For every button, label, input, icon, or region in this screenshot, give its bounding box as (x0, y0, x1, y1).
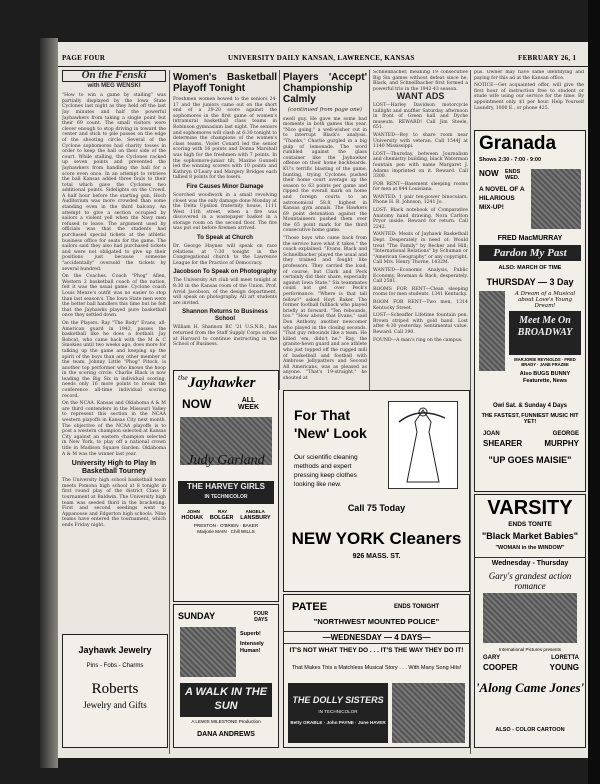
film-title: THE DOLLY SISTERS (292, 695, 384, 705)
ad-text: NOW (479, 169, 499, 178)
ad-text: IN TECHNICOLOR (204, 494, 248, 500)
cast-names: PRESTON · O'BRIEN · BAKER (193, 523, 259, 528)
film-title: THE HARVEY GIRLS (187, 482, 265, 491)
want-ad-item: LOST: Black notebook of Comparative Anatomy hand drawing. Nora Carlton Pryor inside. Reward for return. Call 2242. (373, 208, 468, 230)
cast-name: LANSBURY (240, 515, 271, 521)
want-ad-item: LOST—Scheaffer Lifetime fountain pen. Brown striped with gold band. Lost after 4:30 yesterday. Sentimental value. Reward. Call 390. (373, 313, 468, 335)
theater-name: PATEE (292, 601, 328, 613)
ad-text: ENDS (505, 169, 521, 175)
headline: To Speak at Church (197, 235, 253, 242)
ad-headline: 'New' Look (294, 425, 367, 441)
star-photo (479, 291, 505, 371)
want-ad-item: WANTED—Economic Analysis, Public Economy, Bowman & Bach, desperately. Call 2581. (373, 268, 468, 285)
cast-names: MARJORIE REYNOLDS · FRED BRADY · JANE FRAZEE (514, 357, 576, 367)
ad-text: Shows 2:30 - 7:00 - 9:00 (479, 157, 542, 163)
ad-text: Intensely Human! (240, 641, 264, 654)
film-title: Meet Me On BROADWAY (509, 311, 581, 355)
ad-granada-theater (474, 130, 586, 492)
star-name: DANA ANDREWS (197, 731, 255, 738)
film-title: A WALK IN THE SUN (180, 683, 272, 717)
cast-name: ANGELA (245, 509, 265, 514)
ad-text: the (178, 375, 188, 382)
want-ad-item: LOST—Thursday, between Journalism and chemistry building, black Waterman fountain pen with name Margaret J. Adams imprinted on it. Reward. Call 3300. (373, 151, 468, 180)
star-photo (180, 627, 236, 677)
byline-author: MEG WENSKI (101, 82, 141, 89)
page-date: FEBRUARY 26, 1 (518, 54, 577, 62)
newspaper-page (58, 42, 588, 758)
headline: Jacobson To Speak on Photography (173, 269, 277, 276)
want-ad-item: WANTED: 1 pair ten-power binoculars. Phone H. B. Johnson, 1241 Jo. (373, 194, 468, 206)
ad-text: Wednesday - Thursday (475, 557, 585, 567)
article-text: Dr. George Haynes will speak on race relations at 7:30 tonight in the Congregational church to the Lawrence League for the Practice of Democracy. (173, 244, 277, 266)
article-text: "How to win a game by stalling" was partially displayed by the Iowa State Cyclones last night as they held off the last Jay minutes and half the powerful Jayhawkers from taking a single point but their 69 count. The small visitors were clever enough to stop driving in toward the center and stick to pile passes on the edge of the shooting circle. Several of the Cyclone sophomores had charity tosses in order to keep the ball on their side of the court. While stalling, the Cyclones racked up seven points and prevented the Jayhawkers from handling the ball for a score even once. In an attempt to retrieve the ball Kansas added three fouls to their total which gave the Cyclones two additional points. Sidelights on the Crowd. A half hour before the starting gun, Hoch Auditorium was more crowded than some standing even in the third balcony. An attempt to give a section occupied by sailors a violent yell when the Navy men refused to leave. The argument used by officials was that the students had purchased special tickets at the athletic business office for seats for the game. The sailors said they also had purchased tickets and were not obligated to give up their positions just because someone "accidentally" oversold the tickets by several hundred. (62, 93, 166, 272)
star-photo (483, 593, 577, 643)
cast-name: SHEARER (483, 439, 523, 448)
cast-names: Betty GRABLE · John PAYNE · June HAVER (290, 720, 386, 725)
film-title: "Black Market Babies" (481, 531, 579, 541)
want-ad-item: ROOMS FOR RENT—Clean sleeping rooms for men students. 1341 Kentucky. (373, 286, 468, 298)
ad-text: That Makes This a Matchless Musical Story . . . With Many Song Hits! (291, 665, 462, 671)
headline: Women's Basketball Playoff Tonight (173, 72, 277, 94)
column-sports (62, 70, 166, 630)
ad-text: Owl Sat. & Sunday 4 Days (492, 403, 568, 409)
film-title: "NORTHWEST MOUNTED POLICE" (313, 617, 440, 626)
business-address: 926 MASS. ST. (352, 553, 401, 560)
cast-name: JOHN (187, 509, 200, 514)
ad-text: FOUR DAYS (253, 611, 269, 623)
article-text: Scorched woodwork in a small revolving closet was the only damage done Monday at the Delta Upsilon fraternity house, 1111 West 11th street, when a fire was discovered in a wastepaper basket in a storage room on the second floor. The fire was put out before firemen arrived. (173, 192, 277, 232)
want-ad-item: ROOM FOR RENT—Two men, 1314 Kentucky Street. (373, 299, 468, 311)
ad-text: A LEWIS MILESTONE Production (191, 719, 261, 724)
ad-text: Jewelry and Gifts (83, 700, 147, 710)
headline: Fire Causes Minor Damage (186, 183, 264, 190)
cast-name: HODIAK (181, 515, 204, 521)
ad-text: —WEDNESDAY — 4 DAYS— (284, 631, 469, 644)
ad-text: International Pictures presents (498, 647, 562, 652)
cast-name: YOUNG (549, 663, 579, 672)
column-news (173, 70, 277, 358)
ad-varsity-theater (474, 494, 586, 748)
ad-text: ENDS TONIGHT (394, 604, 440, 610)
want-ad-item: FOR RENT—Basement sleeping rooms for men at 844 Louisiana. (373, 181, 468, 193)
article-text: On the Players. Ray "The Body" Evans, all-American guard in 1942, passes the basketball like he does a football. Jay Bobcat, who came back with the M & C Smokies until two weeks ago, does more for talking up the game and keeping up the spirit of the boys than any other member of the team. Johnny Little "Phog" Pitock, is another top performer who knows the hoop in the scoring circle. Charlie Black is now leading the Big Six in individual scoring, needs only 16 more points to break the conference all-time individual scoring record. (62, 320, 166, 399)
want-ad-item: FOUND—A man's ring on the campus. (373, 337, 463, 343)
cast-name: RAY (218, 509, 228, 514)
film-title: Pardon My Past (479, 245, 581, 261)
article-text: Schnellbacher, meaning 19 consecutive Big Six games without defeat since he, Black, and Schnellbacher first formed a powerful trio in the 1942-43 season. (373, 70, 468, 92)
ad-text: A NOVEL OF A HILARIOUS MIX-UP! (479, 186, 525, 211)
ad-text: NOW (182, 397, 212, 411)
ad-headline: For That (294, 407, 350, 423)
page-number: PAGE FOUR (62, 54, 106, 62)
theater-name: Jayhawker (188, 375, 256, 391)
film-title: "WOMAN in the WINDOW" (495, 545, 565, 551)
film-banner (288, 683, 388, 743)
ad-text: Our scientific cleaning methods and expert pressing keep clothes looking like new. (294, 454, 358, 488)
theater-name: Granada (479, 133, 557, 154)
headline: Players 'Accept' Championship Calmly (283, 72, 367, 105)
column-classified-cont (474, 70, 584, 130)
ad-text: ALSO - COLOR CARTOON (495, 727, 565, 733)
cast-name: LORETTA (551, 655, 579, 661)
ad-text: Gary's grandest action romance (488, 571, 572, 591)
ad-text: ALL (241, 397, 256, 404)
ad-text: WEEK (238, 404, 259, 411)
ad-new-york-cleaners (283, 390, 470, 592)
ad-text: Superb! (240, 631, 261, 637)
byline-with: with (87, 82, 100, 89)
ad-text: THE FASTEST, FUNNIEST MUSIC HIT YET! (481, 413, 579, 425)
article-text: The University Art club will meet tonight at 8:30 in the Kansas room of the Union. Prof. Arvid Jacobson, of the design department, will speak on photography. All art students are invited. (173, 278, 277, 306)
page-fold-shadow (40, 38, 58, 768)
headline: University High to Play In Basketball Tourney (71, 460, 157, 476)
ad-title: Jayhawk Jewelry (78, 645, 152, 655)
column-head: On the Fenski (62, 70, 166, 82)
film-title: 'Along Came Jones' (475, 680, 585, 695)
business-name: NEW YORK Cleaners (291, 529, 462, 548)
ad-roberts-jewelry (62, 634, 168, 748)
column-rule (169, 70, 170, 754)
star-photo (392, 683, 465, 743)
cast-name: COOPER (483, 663, 518, 672)
headline: Shannon Returns to Business School (182, 309, 268, 323)
want-ads-title: WANT ADS (396, 91, 445, 102)
article-text: Freshmen women bowed to the seniors 24-17 and the juniors came out on the short end of a 29-20 score against the sophomores in the first game of women's intramural basketball class teams in Robinson gymnasium last night. The seniors and sophomores will clash at 6:30 tonight to determine the champions of the women's class teams. Violet Conard led the senior scoring with 16 points and Donna Marshall was high for the freshmen with 7 points. In the sophomore-junior tilt, Maxine Gunnell led the winning scorers with 10 points and Kathryn O'Leary and Margery Bridges each tallied 8 points for the losers. (173, 97, 277, 181)
article-text: "Those boys who came back from the service have what it takes," the coach explained. "Evans, Black and Schnellbacher played the usual and they trained and fought like professors. They carried the load, of course, but Clark and Peck certainly did their share, especially against Iowa State." Six teammates could not get over Peck's performance. "Where is that tall fellow?" asked Hoyt Baker. The former football fullback who played briefly at forward. "Ten rebounds, too." "How about that Evans," said Don Anthony, another newcomer who played in the closing seconds. "That guy rebounds like a team. He killed 'em, didn't he." Ray, the granite-hewn guard and ace athlete who just topped off the rugged mill of basketball and football with Ambrose Jellypatters and Second All Americans, was as pleased as anyone. "That's 19-straight," he shouted at (283, 236, 367, 381)
cast-name: GARY (483, 655, 501, 661)
cast-names: Marjorie MAIN · Chill WILLS (197, 529, 255, 534)
cast-name: BOLGER (209, 515, 234, 521)
column-rule (279, 70, 280, 390)
ad-text: Pins - Fobs - Charms (86, 663, 144, 669)
column-want-ads (373, 70, 468, 388)
star-name: Judy Garland (187, 453, 265, 468)
ad-text: THURSDAY — 3 Day (486, 277, 574, 287)
ad-text: ALSO: MARCH OF TIME (498, 265, 562, 271)
star-photo (531, 169, 581, 229)
theater-name: VARSITY (487, 497, 573, 519)
article-text: On the NCAA. Kansas and Oklahoma A & M are third contenders in the Missouri Valley to represent this section in the NCAA western playoffs in Kansas City next month. The objective of the NCAA playoffs is to post a western champion selected at Kansas City against an eastern champion selected in New York, to play off a national crown title in Madison Square Garden. Oklahoma A & M was the winner last year. (62, 401, 166, 457)
ad-jayhawker-theater (173, 370, 279, 602)
scan-border (588, 0, 600, 784)
page-header (58, 48, 588, 67)
article-text: William H. Shannon BC '21 U.S.N.R., has returned from the Staff Supply Corps school at Harvard to continue instructing in the School of Business. (173, 325, 277, 348)
ad-text: Call 75 Today (347, 503, 406, 513)
ad-walk-in-the-sun (173, 604, 279, 748)
ad-text: SUNDAY (178, 611, 216, 621)
want-ad-item: WANTED—Boy to share room near University with veteran. Call 1544J at 1140 Mississippi. (373, 132, 468, 150)
article-text: On the Coaches. Coach "Phog" Allen, Western 2 basketball coach of the nation, felt it was the usual game. Cyclone coach Louis Menze's outfit was no easier to stop than last season's. The Iowa State men were the better ball handlers this time but he felt that the Jayhawks played pure basketball once they settled down. (62, 274, 166, 319)
column-rule (470, 70, 471, 754)
ad-text: A Dream of a Musical about Love's Young Dream! (514, 291, 576, 309)
cast-name: GEORGE (552, 431, 579, 437)
article-text: pus. Owner may have same identifying and paying for this ad at the Kansan office. (474, 70, 584, 81)
ad-text: IT'S NOT WHAT THEY DO . . . IT'S THE WAY THEY DO IT! (289, 647, 464, 654)
continued-note: (continued from page one) (287, 107, 363, 113)
ad-text: WED. (505, 175, 520, 181)
dress-illustration (388, 401, 458, 489)
film-title: "UP GOES MAISIE" (488, 455, 572, 465)
ad-name: Roberts (91, 681, 139, 697)
article-text: swell guy. He gave me some bad moments in both games this year. "Nice going," a well-wisher cut in to interrupt Black's analysis. "Thanks," Charlie gurgled in a big gulp of lemonade. The word rumbled against the glass container like the Jayhawker offense on their home backboards. KU's terrific blasting of the game, hunting, trying Cyclones pushed their home court average up the season to 63 points per game and ripped the overall mark on home and foreign courts to an astronomical 58.8, highest in Kansas gym annals. The Hawkers 69 point detonation against the Mountaineers pushed them over the 65 point mark for the third consecutive home game. (283, 116, 367, 234)
column-championship (283, 70, 367, 388)
ad-text: Also BUGS BUNNY Featurette, News (519, 371, 571, 384)
ad-patee-theater (283, 594, 470, 748)
ad-text: IN TECHNICOLOR (318, 709, 358, 714)
paper-name: UNIVERSITY DAILY KANSAN, LAWRENCE, KANSAS (228, 54, 415, 62)
ad-text: ENDS TONITE (508, 521, 552, 528)
cast-name: JOAN (483, 431, 500, 437)
column-rule (369, 70, 370, 390)
want-ad-item: LOST—Harley Davidson motorcycle taillight and muffler Saturday afternoon in front of Green hall and Dyche museum. REWARD! Call Jim Steele, 651. (373, 102, 468, 131)
article-text: The University high school basketball team meets Pomona high school at 8 tonight in first round play of the district Class B tournament at Baldwin. The University high team was seeded third in the bracketing. First and second seedings went to Appanoose and Edgerton high schools. Nine teams have entered the tournament, which ends Friday night. (62, 478, 166, 528)
cast-name: MURPHY (544, 439, 579, 448)
article-text: NOTICE—Get acquainted offer, will give the first hour of instruction free to student or stude wife using our service for the time. By appointment only. $1 per hour. Help Yourself Laundry, 1000 E., or phone 425. (474, 83, 584, 111)
want-ads-list (373, 103, 468, 343)
want-ad-item: WANTED: Meats of Jayhawk Basketball Dept. Desperately in need of: Would treat "The Family" by Becker and Hill; "International Relations" by Schuman or "American Geography" or any copyright. Call Mrs. Henry Thorne, 1432M. (373, 232, 468, 266)
star-name: FRED MacMURRAY (497, 235, 563, 242)
